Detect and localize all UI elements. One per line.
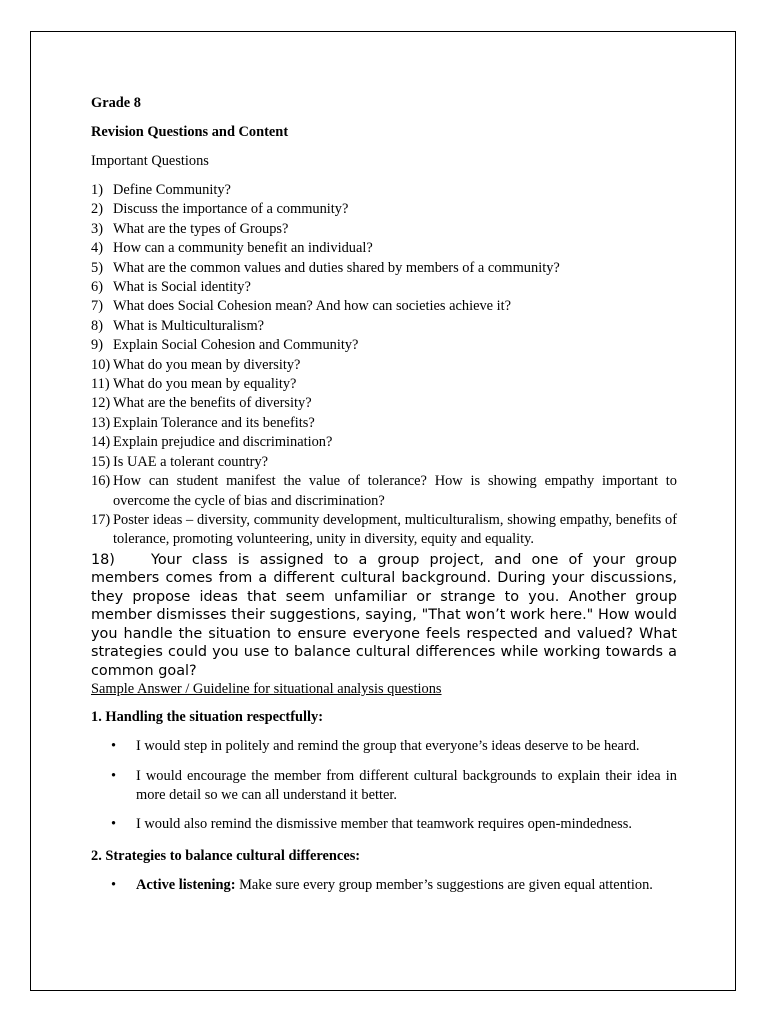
document-title: Revision Questions and Content xyxy=(91,124,289,140)
question-text: What are the benefits of diversity? xyxy=(113,395,312,412)
question-item xyxy=(91,317,677,336)
question-number: 3) xyxy=(91,220,103,237)
question-text: Discuss the importance of a community? xyxy=(113,201,349,218)
bullet-lead: Active listening: xyxy=(136,876,236,893)
document-page xyxy=(30,31,736,991)
question-text: Your class is assigned to a group project, and one of your group members comes from a different cultural background. During your discussions, they propose ideas that seem unfamiliar or strange to you. Another group member dismisses their suggestions, saying, "That won’t work here." How would you handle the situation to ensure everyone feels respected and valued? What strategies could you use to balance cultural differences while working towards a common goal? xyxy=(91,551,677,679)
question-text: What does Social Cohesion mean? And how can societies achieve it? xyxy=(113,298,512,315)
question-number: 9) xyxy=(91,337,103,354)
question-number: 10) xyxy=(91,356,111,373)
question-text: Explain prejudice and discrimination? xyxy=(113,434,333,451)
question-item xyxy=(91,414,677,433)
question-text: What are the common values and duties shared by members of a community? xyxy=(113,259,560,276)
question-text: Define Community? xyxy=(113,182,231,198)
question-number: 13) xyxy=(91,414,111,431)
bullet-item xyxy=(91,876,677,895)
question-item xyxy=(91,453,677,472)
bullet-text: Make sure every group member’s suggestions are given equal attention. xyxy=(235,876,653,893)
bullet-item: • I would also remind the dismissive member that teamwork requires open-mindedness. xyxy=(91,815,677,834)
question-number: 17) xyxy=(91,511,111,528)
question-item xyxy=(91,278,677,297)
question-item xyxy=(91,181,677,200)
sample-answer-heading: Sample Answer / Guideline for situational analysis questions xyxy=(91,681,442,698)
question-text: What is Social identity? xyxy=(113,279,251,296)
question-number: 2) xyxy=(91,201,103,218)
questions-list xyxy=(91,181,677,550)
question-text: What do you mean by diversity? xyxy=(113,356,301,373)
question-text: What are the types of Groups? xyxy=(113,220,289,237)
question-text: Explain Tolerance and its benefits? xyxy=(113,414,315,431)
question-text: What do you mean by equality? xyxy=(113,376,297,393)
section1-heading: 1. Handling the situation respectfully: xyxy=(91,709,323,726)
question-number: 16) xyxy=(91,473,111,490)
question-item xyxy=(91,511,677,550)
question-item xyxy=(91,433,677,452)
question-number: 15) xyxy=(91,453,111,470)
bullet-item: • I would encourage the member from different cultural backgrounds to explain their idea in more detail so we can all understand it better. xyxy=(91,767,677,806)
question-number: 8) xyxy=(91,317,103,334)
question-number: 5) xyxy=(91,259,103,276)
question-item xyxy=(91,356,677,375)
question-item xyxy=(91,297,677,316)
grade-heading: Grade 8 xyxy=(91,95,141,111)
question-text: How can a community benefit an individual? xyxy=(113,240,373,257)
question-number: 12) xyxy=(91,395,111,412)
question-number: 4) xyxy=(91,240,103,257)
question-item xyxy=(91,239,677,258)
question-item xyxy=(91,200,677,219)
question-number: 6) xyxy=(91,279,103,296)
question-number: 11) xyxy=(91,376,110,393)
document-content xyxy=(91,94,677,895)
section1-list xyxy=(91,737,677,835)
question-number: 14) xyxy=(91,434,111,451)
question-text: What is Multiculturalism? xyxy=(113,317,265,334)
question-18 xyxy=(91,551,677,681)
question-item xyxy=(91,394,677,413)
question-text: How can student manifest the value of tolerance? How is showing empathy important to overcome the cycle of bias and discrimination? xyxy=(113,473,677,509)
question-number: 7) xyxy=(91,298,103,315)
bullet-item: • I would step in politely and remind the group that everyone’s ideas deserve to be heard. xyxy=(91,737,677,756)
question-item xyxy=(91,220,677,239)
question-number: 18) xyxy=(91,551,115,568)
question-text: Poster ideas – diversity, community development, multiculturalism, showing empathy, benefits of tolerance, promoting volunteering, unity in diversity, equity and equality. xyxy=(113,511,677,548)
important-questions-label: Important Questions xyxy=(91,153,209,169)
question-text: Explain Social Cohesion and Community? xyxy=(113,337,359,354)
question-text: Is UAE a tolerant country? xyxy=(113,453,269,470)
section2-heading: 2. Strategies to balance cultural differences: xyxy=(91,847,361,864)
question-item xyxy=(91,472,677,511)
question-item xyxy=(91,259,677,278)
question-item xyxy=(91,336,677,355)
question-number: 1) xyxy=(91,182,103,198)
question-item xyxy=(91,375,677,394)
section2-list xyxy=(91,876,677,895)
